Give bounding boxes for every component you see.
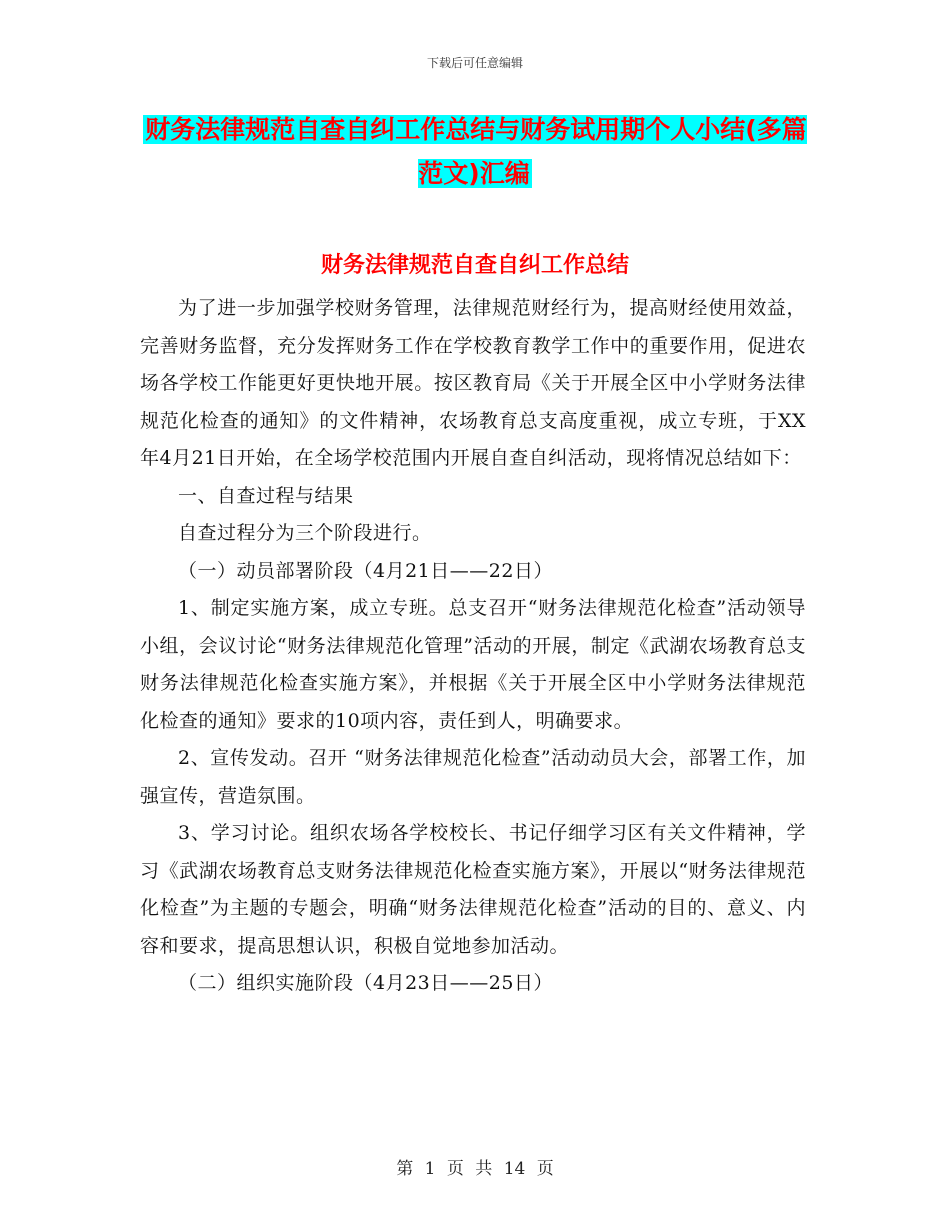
page-number-footer: 第 1 页 共 14 页	[396, 1159, 554, 1179]
document-title	[140, 108, 810, 196]
document-body	[140, 290, 806, 1003]
paragraph: 1、制定实施方案，成立专班。总支召开“财务法律规范化检查”活动领导小组，会议讨论“财务法律规范化管理”活动的开展，制定《武湖农场教育总支财务法律规范化检查实施方案》，并根据《关于开展全区中小学财务法律规范化检查的通知》要求的10项内容，责任到人，明确要求。	[140, 597, 806, 732]
paragraph: （二）组织实施阶段（4月23日——25日）	[178, 972, 553, 994]
paragraph: （一）动员部署阶段（4月21日——22日）	[178, 559, 553, 582]
section-title: 财务法律规范自查自纠工作总结	[320, 253, 629, 278]
paragraph: 3、学习讨论。组织农场各学校校长、书记仔细学习区有关文件精神，学习《武湖农场教育总支财务法律规范化检查实施方案》，开展以“财务法律规范化检查”为主题的专题会，明确“财务法律规范化检查”活动的目的、意义、内容和要求，提高思想认识，积极自觉地参加活动。	[140, 822, 806, 957]
paragraph: 2、宣传发动。召开 “财务法律规范化检查”活动动员大会，部署工作，加强宣传，营造氛围。	[140, 747, 806, 807]
document-title-text: 财务法律规范自查自纠工作总结与财务试用期个人小结(多篇范文)汇编	[145, 115, 807, 188]
paragraph: 为了进一步加强学校财务管理，法律规范财经行为，提高财经使用效益，完善财务监督，充分发挥财务工作在学校教育教学工作中的重要作用，促进农场各学校工作能更好更快地开展。按区教育局《关于开展全区中小学财务法律规范化检查的通知》的文件精神，农场教育总支高度重视，成立专班，于XX年4月21日开始，在全场学校范围内开展自查自纠活动，现将情况总结如下：	[140, 297, 806, 469]
paragraph: 一、自查过程与结果	[178, 484, 354, 507]
header-note: 下载后可任意编辑	[426, 56, 523, 70]
paragraph: 自查过程分为三个阶段进行。	[178, 522, 432, 544]
